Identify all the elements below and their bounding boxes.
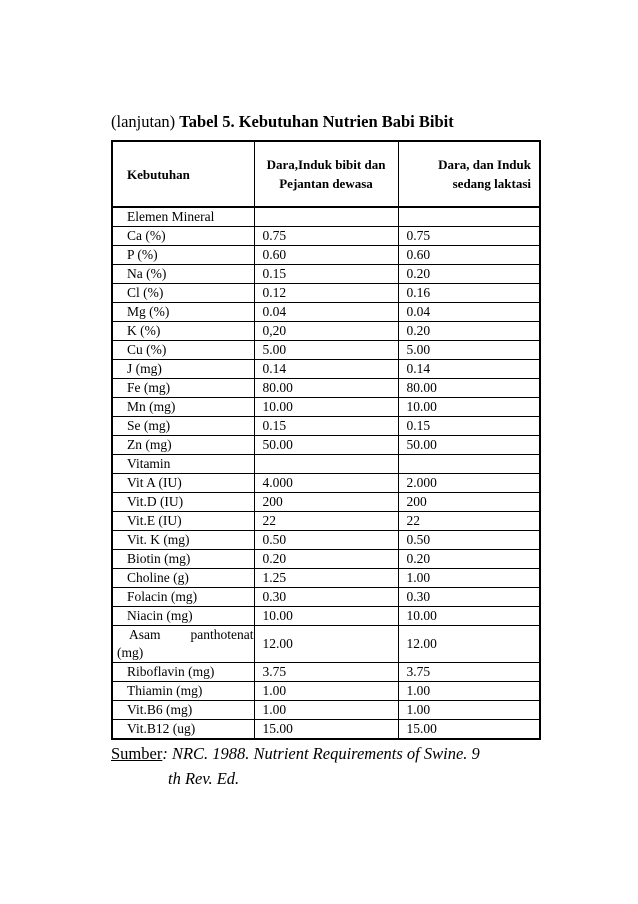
value-dara-induk-bibit: 50.00 (254, 436, 398, 455)
row-label: Vitamin (112, 455, 254, 474)
value-dara-induk-laktasi: 0.60 (398, 246, 540, 265)
source-text-line1: : NRC. 1988. Nutrient Requirements of Swine. 9 (162, 744, 480, 763)
row-label: Thiamin (mg) (112, 682, 254, 701)
row-label: Niacin (mg) (112, 607, 254, 626)
value-dara-induk-bibit: 200 (254, 493, 398, 512)
table-row (112, 531, 540, 550)
table-row (112, 207, 540, 227)
column-header-dara-induk-bibit: Dara,Induk bibit dan Pejantan dewasa (254, 141, 398, 207)
value-dara-induk-bibit: 0.04 (254, 303, 398, 322)
value-dara-induk-laktasi: 50.00 (398, 436, 540, 455)
table-row (112, 474, 540, 493)
value-dara-induk-bibit: 12.00 (254, 626, 398, 663)
row-label: Na (%) (112, 265, 254, 284)
table-row (112, 417, 540, 436)
table-row (112, 720, 540, 740)
row-label: Ca (%) (112, 227, 254, 246)
value-dara-induk-laktasi: 0.14 (398, 360, 540, 379)
row-label: Cu (%) (112, 341, 254, 360)
row-label: Biotin (mg) (112, 550, 254, 569)
value-dara-induk-bibit: 0.30 (254, 588, 398, 607)
value-dara-induk-laktasi: 3.75 (398, 663, 540, 682)
value-dara-induk-laktasi: 22 (398, 512, 540, 531)
table-row (112, 360, 540, 379)
value-dara-induk-bibit: 3.75 (254, 663, 398, 682)
value-dara-induk-bibit: 80.00 (254, 379, 398, 398)
caption-prefix: (lanjutan) (111, 112, 176, 131)
value-dara-induk-laktasi: 200 (398, 493, 540, 512)
caption-title: Tabel 5. Kebutuhan Nutrien Babi Bibit (179, 112, 454, 131)
value-dara-induk-laktasi: 80.00 (398, 379, 540, 398)
table-row (112, 512, 540, 531)
value-dara-induk-laktasi: 1.00 (398, 701, 540, 720)
source-text-line2: th Rev. Ed. (168, 769, 240, 788)
value-dara-induk-bibit: 1.00 (254, 701, 398, 720)
value-dara-induk-bibit (254, 455, 398, 474)
value-dara-induk-bibit: 0.14 (254, 360, 398, 379)
table-row (112, 588, 540, 607)
value-dara-induk-laktasi: 5.00 (398, 341, 540, 360)
table-row (112, 493, 540, 512)
row-label: Vit.D (IU) (112, 493, 254, 512)
value-dara-induk-bibit: 1.00 (254, 682, 398, 701)
value-dara-induk-bibit: 0.20 (254, 550, 398, 569)
value-dara-induk-bibit: 10.00 (254, 607, 398, 626)
value-dara-induk-laktasi: 12.00 (398, 626, 540, 663)
table-caption (111, 112, 454, 132)
table-row (112, 303, 540, 322)
row-label: Fe (mg) (112, 379, 254, 398)
row-label: Asam panthotenat (mg) (112, 626, 254, 663)
row-label: P (%) (112, 246, 254, 265)
table-row (112, 284, 540, 303)
value-dara-induk-laktasi: 0.20 (398, 265, 540, 284)
value-dara-induk-laktasi: 0.16 (398, 284, 540, 303)
value-dara-induk-bibit: 5.00 (254, 341, 398, 360)
row-label: Mg (%) (112, 303, 254, 322)
value-dara-induk-laktasi: 2.000 (398, 474, 540, 493)
table-row (112, 436, 540, 455)
table-row (112, 701, 540, 720)
value-dara-induk-laktasi: 10.00 (398, 398, 540, 417)
table-row (112, 569, 540, 588)
row-label: Vit.B6 (mg) (112, 701, 254, 720)
row-label: Cl (%) (112, 284, 254, 303)
value-dara-induk-laktasi: 15.00 (398, 720, 540, 740)
value-dara-induk-laktasi: 0.20 (398, 322, 540, 341)
value-dara-induk-laktasi (398, 455, 540, 474)
table-row (112, 398, 540, 417)
value-dara-induk-bibit: 0.75 (254, 227, 398, 246)
row-label: Vit.E (IU) (112, 512, 254, 531)
value-dara-induk-laktasi: 0.20 (398, 550, 540, 569)
value-dara-induk-laktasi: 0.50 (398, 531, 540, 550)
table-row (112, 663, 540, 682)
value-dara-induk-bibit: 0.12 (254, 284, 398, 303)
value-dara-induk-bibit: 22 (254, 512, 398, 531)
value-dara-induk-bibit: 0.50 (254, 531, 398, 550)
value-dara-induk-laktasi: 10.00 (398, 607, 540, 626)
source-note (111, 741, 539, 791)
value-dara-induk-bibit: 0.60 (254, 246, 398, 265)
row-label: Elemen Mineral (112, 207, 254, 227)
value-dara-induk-laktasi (398, 207, 540, 227)
table-row (112, 379, 540, 398)
table-row (112, 682, 540, 701)
row-label: Folacin (mg) (112, 588, 254, 607)
row-label: Vit A (IU) (112, 474, 254, 493)
table-row (112, 455, 540, 474)
value-dara-induk-bibit: 4.000 (254, 474, 398, 493)
value-dara-induk-laktasi: 1.00 (398, 682, 540, 701)
row-label: Vit. K (mg) (112, 531, 254, 550)
value-dara-induk-laktasi: 0.75 (398, 227, 540, 246)
table-row (112, 550, 540, 569)
value-dara-induk-bibit: 0,20 (254, 322, 398, 341)
value-dara-induk-bibit: 0.15 (254, 417, 398, 436)
table-row (112, 322, 540, 341)
value-dara-induk-bibit: 0.15 (254, 265, 398, 284)
value-dara-induk-laktasi: 0.15 (398, 417, 540, 436)
table-body (112, 207, 540, 739)
row-label: Riboflavin (mg) (112, 663, 254, 682)
value-dara-induk-laktasi: 1.00 (398, 569, 540, 588)
row-label: Vit.B12 (ug) (112, 720, 254, 740)
row-label: Mn (mg) (112, 398, 254, 417)
column-header-kebutuhan: Kebutuhan (112, 141, 254, 207)
value-dara-induk-laktasi: 0.04 (398, 303, 540, 322)
row-label: Choline (g) (112, 569, 254, 588)
nutrient-table (111, 140, 541, 740)
table-row (112, 246, 540, 265)
value-dara-induk-laktasi: 0.30 (398, 588, 540, 607)
table-header-row (112, 141, 540, 207)
row-label: Se (mg) (112, 417, 254, 436)
table-row (112, 607, 540, 626)
row-label: J (mg) (112, 360, 254, 379)
table-row (112, 227, 540, 246)
table-row (112, 341, 540, 360)
value-dara-induk-bibit: 1.25 (254, 569, 398, 588)
value-dara-induk-bibit: 10.00 (254, 398, 398, 417)
table-row (112, 626, 540, 663)
value-dara-induk-bibit (254, 207, 398, 227)
value-dara-induk-bibit: 15.00 (254, 720, 398, 740)
column-header-dara-induk-laktasi: Dara, dan Induk sedang laktasi (398, 141, 540, 207)
source-label: Sumber (111, 744, 163, 763)
row-label: Zn (mg) (112, 436, 254, 455)
row-label: K (%) (112, 322, 254, 341)
table-row (112, 265, 540, 284)
